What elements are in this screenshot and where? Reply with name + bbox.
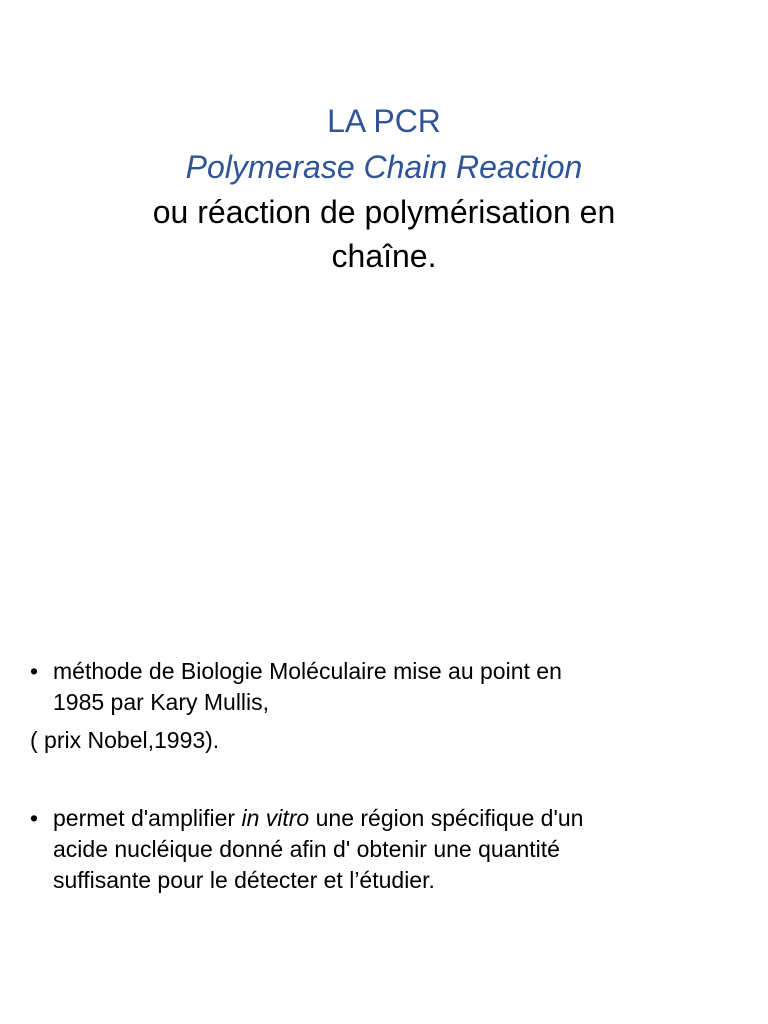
bullet-item-amplify [30, 803, 738, 896]
bullet-text-segment: permet d'amplifier [53, 805, 242, 831]
title-main: LA PCR [327, 103, 441, 139]
bullet-text-line: méthode de Biologie Moléculaire mise au point en [53, 658, 562, 684]
bullet-text-line [53, 803, 738, 834]
bullet-icon: • [30, 658, 39, 684]
title-french-line-1: ou réaction de polymérisation en [152, 194, 616, 230]
bullet-text-line: suffisante pour le détecter et l’étudier. [53, 867, 435, 893]
title-french-line-2: chaîne. [331, 238, 437, 274]
bullet-icon: • [30, 805, 39, 831]
in-vitro-emphasis: in vitro [241, 805, 310, 831]
bullet-text-segment: une région spécifique d'un [309, 805, 584, 831]
slide-body [30, 656, 738, 896]
nobel-note: ( prix Nobel,1993). [30, 727, 220, 753]
title-subtitle: Polymerase Chain Reaction [185, 149, 583, 185]
slide-title [0, 98, 768, 278]
bullet-text-line: acide nucléique donné afin d' obtenir une quantité [53, 836, 560, 862]
bullet-text-line: 1985 par Kary Mullis, [53, 689, 270, 715]
bullet-item-method [30, 656, 738, 718]
